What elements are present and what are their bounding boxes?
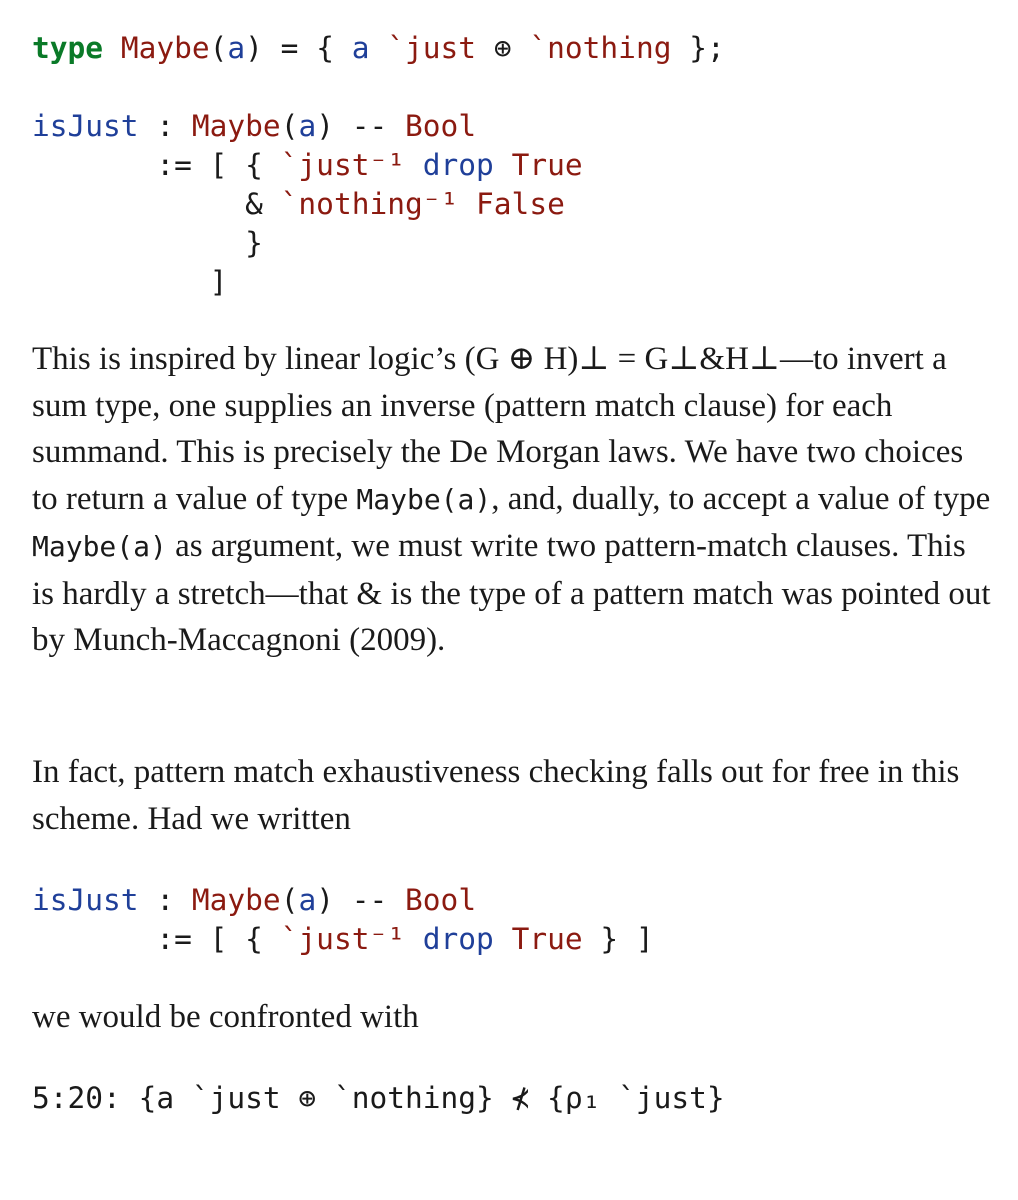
code-punct: } ] <box>582 922 654 956</box>
type-name: Maybe <box>120 31 210 65</box>
type-param: a <box>298 109 317 143</box>
code-punct: }; <box>671 31 725 65</box>
code-punct: ( <box>280 109 299 143</box>
code-punct: := [ { <box>32 148 281 182</box>
tag-just-inverse: `just⁻¹ <box>280 922 405 956</box>
keyword-type: type <box>32 31 104 65</box>
code-punct: } <box>32 226 263 260</box>
literal-false: False <box>476 187 565 221</box>
code-punct: := [ { <box>32 922 281 956</box>
code-punct: : <box>138 109 192 143</box>
builtin-drop: drop <box>422 148 494 182</box>
code-block-isjust-partial <box>32 881 654 959</box>
paragraph-text: , and, dually, to accept a value of type <box>491 480 991 517</box>
return-type: Bool <box>405 883 477 917</box>
tag-just: `just <box>387 31 477 65</box>
type-param: a <box>298 883 317 917</box>
fn-name: isJust <box>32 109 139 143</box>
math-de-morgan: (G ⊕ H)⊥ = G⊥&H⊥ <box>464 341 780 377</box>
return-type: Bool <box>405 109 477 143</box>
code-punct: ( <box>209 31 228 65</box>
literal-true: True <box>511 148 583 182</box>
paragraph-linear-logic <box>32 336 992 664</box>
oplus-operator: ⊕ <box>476 31 530 65</box>
inline-code-maybe: Maybe(a) <box>32 530 167 563</box>
type-param: a <box>227 31 246 65</box>
tag-just-inverse: `just⁻¹ <box>280 148 405 182</box>
code-punct: ] <box>32 265 228 299</box>
paragraph-text: —to invert a sum type, one supplies an inverse (pattern match clause) for each summand. This is precisely the De Morgan laws. We have two choices to return a value of type <box>32 341 964 517</box>
code-block-type-declaration <box>32 29 725 68</box>
fn-name: isJust <box>32 883 139 917</box>
paragraph-text: This is inspired by linear logic’s <box>32 341 465 377</box>
type-name: Maybe <box>191 883 281 917</box>
code-punct: : <box>138 883 192 917</box>
literal-true: True <box>511 922 583 956</box>
paragraph-exhaustiveness: In fact, pattern match exhaustiveness checking falls out for free in this scheme. Had we written <box>32 754 960 837</box>
type-name: Maybe <box>191 109 281 143</box>
var-a: a <box>351 31 370 65</box>
paragraph-text: as argument, we must write two pattern-match clauses. This is hardly a stretch—that & is the type of a pattern match was pointed out by Munch-Maccagnoni (2009). <box>32 528 991 658</box>
code-punct: ) -- <box>316 883 406 917</box>
tag-nothing-inverse: `nothing⁻¹ <box>280 187 459 221</box>
code-punct: ) = { <box>245 31 352 65</box>
error-message-line: 5:20: {a `just ⊕ `nothing} ⊀ {ρ₁ `just} <box>32 1081 725 1115</box>
tag-nothing: `nothing <box>529 31 672 65</box>
builtin-drop: drop <box>422 922 494 956</box>
inline-code-maybe: Maybe(a) <box>356 482 492 516</box>
code-punct: ) -- <box>316 109 406 143</box>
paragraph-confronted: we would be confronted with <box>32 999 419 1035</box>
code-punct: & <box>32 187 281 221</box>
code-block-isjust-full <box>32 107 583 302</box>
code-punct: ( <box>280 883 299 917</box>
